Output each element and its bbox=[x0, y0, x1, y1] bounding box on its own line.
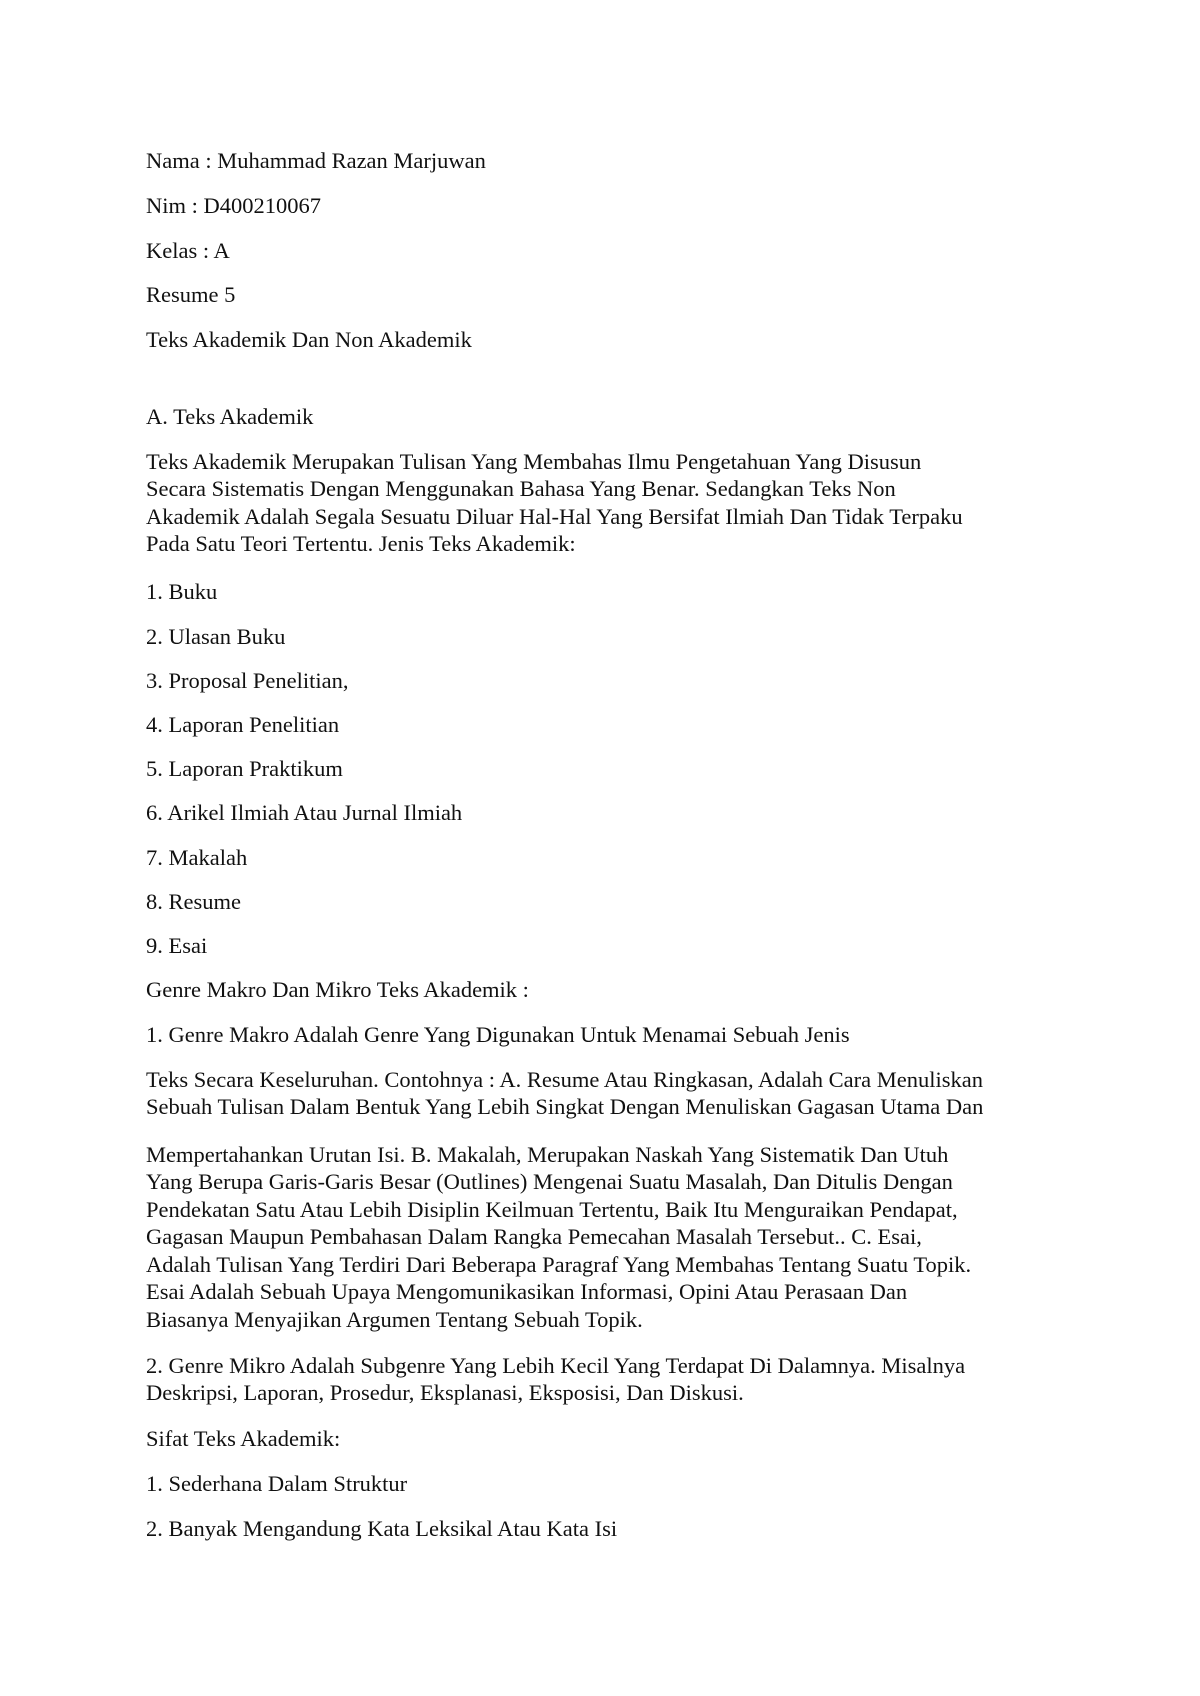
list-item: 1. Sederhana Dalam Struktur bbox=[146, 1471, 408, 1496]
paragraph-line: Yang Berupa Garis-Garis Besar (Outlines) Mengenai Suatu Masalah, Dan Ditulis Dengan bbox=[146, 1169, 953, 1194]
paragraph-line: Pendekatan Satu Atau Lebih Disiplin Keilmuan Tertentu, Baik Itu Menguraikan Pendapat, bbox=[146, 1197, 958, 1222]
paragraph-line: Teks Secara Keseluruhan. Contohnya : A. Resume Atau Ringkasan, Adalah Cara Menuliskan bbox=[146, 1067, 983, 1092]
list-item: 7. Makalah bbox=[146, 845, 248, 870]
list-item: 1. Buku bbox=[146, 579, 218, 604]
paragraph-line: Adalah Tulisan Yang Terdiri Dari Beberapa Paragraf Yang Membahas Tentang Suatu Topik. bbox=[146, 1252, 972, 1277]
paragraph-line: Teks Akademik Merupakan Tulisan Yang Membahas Ilmu Pengetahuan Yang Disusun bbox=[146, 449, 922, 474]
paragraph-line: Gagasan Maupun Pembahasan Dalam Rangka Pemecahan Masalah Tersebut.. C. Esai, bbox=[146, 1224, 922, 1249]
paragraph-line: Deskripsi, Laporan, Prosedur, Eksplanasi, Eksposisi, Dan Diskusi. bbox=[146, 1380, 744, 1405]
paragraph-line: Secara Sistematis Dengan Menggunakan Bahasa Yang Benar. Sedangkan Teks Non bbox=[146, 476, 896, 501]
paragraph-line: Esai Adalah Sebuah Upaya Mengomunikasikan Informasi, Opini Atau Perasaan Dan bbox=[146, 1279, 908, 1304]
list-item: 2. Ulasan Buku bbox=[146, 624, 286, 649]
paragraph-line: 1. Genre Makro Adalah Genre Yang Digunakan Untuk Menamai Sebuah Jenis bbox=[146, 1022, 850, 1047]
student-nim: Nim : D400210067 bbox=[146, 193, 322, 218]
list-item: 3. Proposal Penelitian, bbox=[146, 668, 349, 693]
paragraph-line: Biasanya Menyajikan Argumen Tentang Sebuah Topik. bbox=[146, 1307, 643, 1332]
student-name: Nama : Muhammad Razan Marjuwan bbox=[146, 148, 486, 173]
list-item: 6. Arikel Ilmiah Atau Jurnal Ilmiah bbox=[146, 800, 463, 825]
section-heading: Genre Makro Dan Mikro Teks Akademik : bbox=[146, 977, 529, 1002]
section-heading: A. Teks Akademik bbox=[146, 404, 314, 429]
section-heading: Sifat Teks Akademik: bbox=[146, 1426, 341, 1451]
paragraph-line: Akademik Adalah Segala Sesuatu Diluar Hal-Hal Yang Bersifat Ilmiah Dan Tidak Terpaku bbox=[146, 504, 963, 529]
list-item: 9. Esai bbox=[146, 933, 208, 958]
paragraph-line: Sebuah Tulisan Dalam Bentuk Yang Lebih Singkat Dengan Menuliskan Gagasan Utama Dan bbox=[146, 1094, 984, 1119]
paragraph-line: Mempertahankan Urutan Isi. B. Makalah, Merupakan Naskah Yang Sistematik Dan Utuh bbox=[146, 1142, 949, 1167]
list-item: 8. Resume bbox=[146, 889, 241, 914]
paragraph-line: Pada Satu Teori Tertentu. Jenis Teks Akademik: bbox=[146, 531, 576, 556]
student-class: Kelas : A bbox=[146, 238, 230, 263]
list-item: 2. Banyak Mengandung Kata Leksikal Atau Kata Isi bbox=[146, 1516, 618, 1541]
resume-number: Resume 5 bbox=[146, 282, 236, 307]
list-item: 5. Laporan Praktikum bbox=[146, 756, 343, 781]
paragraph-line: 2. Genre Mikro Adalah Subgenre Yang Lebih Kecil Yang Terdapat Di Dalamnya. Misalnya bbox=[146, 1353, 966, 1378]
list-item: 4. Laporan Penelitian bbox=[146, 712, 340, 737]
document-title: Teks Akademik Dan Non Akademik bbox=[146, 327, 472, 352]
